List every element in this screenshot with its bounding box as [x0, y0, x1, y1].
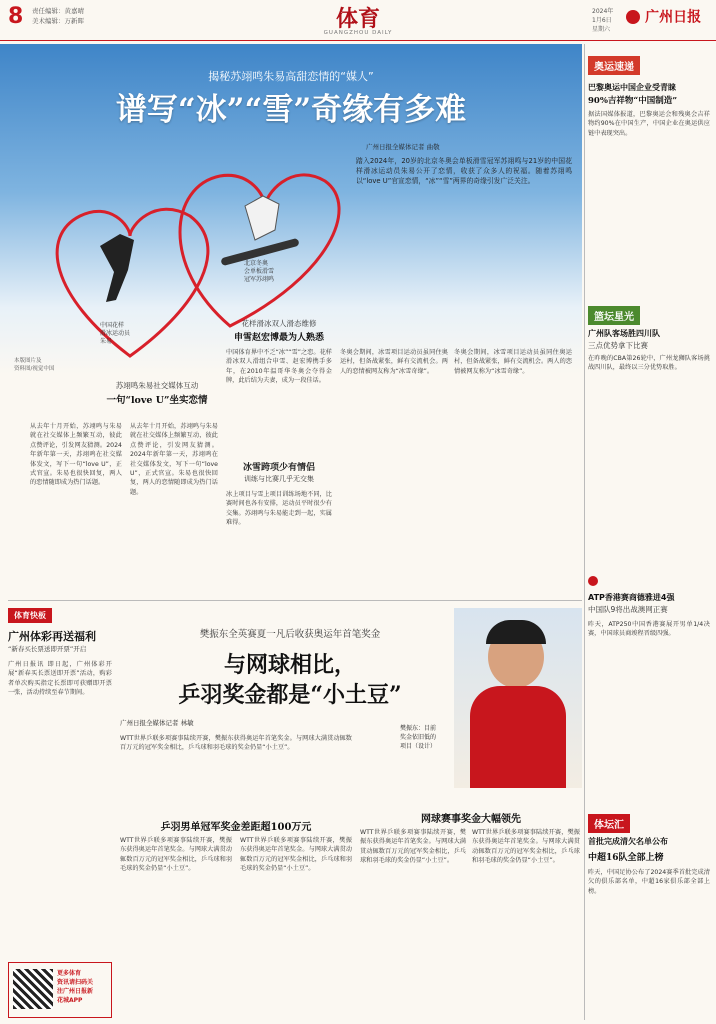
app-promo-text: 更多体育 资讯请扫码关 注广州日报新 花城APP [57, 970, 94, 1004]
story2-sub2: 网球赛事奖金大幅领先 [421, 814, 521, 825]
caption-su-yiming: 北京冬奥 会单板滑雪 冠军苏翊鸣 [244, 260, 275, 283]
caption-zhu-yi: 中国花样 滑冰运动员 朱易 [100, 322, 131, 345]
col2-body2: 冰上项目与雪上项目训练场地不同，比赛时间也各有安排，运动员平时很少有交集。苏翊鸣与朱易能走到一起，实属难得。 [226, 491, 332, 527]
section-subtitle: GUANGZHOU DAILY [323, 30, 393, 36]
page-number: 8 [8, 4, 24, 29]
side2-body: 在昨晚的CBA第26轮中，广州龙狮队客场挑战四川队，最终以三分优势取胜。 [588, 355, 710, 372]
side-tag-olympics: 奥运速递 [588, 56, 640, 75]
section-title: 体育 [335, 6, 380, 32]
paper-name: 广州日报 [645, 9, 702, 26]
skater-figure [100, 234, 134, 302]
side1-title: 巴黎奥运中国企业受青睐 [588, 83, 676, 92]
masthead [0, 0, 716, 42]
side3-title: ATP香港赛商德雅进4强 [588, 593, 675, 602]
athlete-photo [454, 608, 582, 788]
ticker-title: 广州体彩再送福利 [8, 630, 96, 643]
ticker-tag: 体育快板 [8, 608, 52, 623]
col2-title: 花样滑冰双人滑态维修 [241, 319, 317, 328]
issue-weekday: 星期六 [592, 26, 611, 33]
story2-sub1: 乒羽男单冠军奖金差距超100万元 [160, 822, 312, 833]
athlete-shirt [470, 686, 566, 788]
ticker-box [8, 604, 116, 1024]
story2-headline-2: 乒羽奖金都是“小土豆” [178, 682, 402, 708]
side1-body: 据法国媒体报道，巴黎奥运会和残奥会吉祥物约90%在中国生产，中国企业在奥运供应链中表现突出。 [588, 111, 710, 137]
app-qr-box [8, 962, 112, 1018]
col1b-body: 从去年十月开始，苏翊鸣与朱易就在社交媒体上频繁互动，彼此点赞评论，引发网友猜测。2024年新年第一天，苏翊鸣在社交媒体发文，写下一句“love U”，正式官宣。朱易也很快回复，两人的恋情随即成为热门话题。 [130, 423, 218, 496]
col2-title2: 冰雪跨项少有情侣 [242, 463, 315, 473]
story2-body-d: WTT世界乒联多项赛事陆续开赛，樊振东获得奥运年首笔奖金。与网球大满贯动辄数百万元的冠军奖金相比，乒乓球和羽毛球的奖金仍显“小土豆”。 [472, 829, 580, 865]
side4-subtitle: 中超16队全部上榜 [588, 853, 664, 863]
photo-credit: 本版图片及 资料图/视觉中国 [14, 358, 55, 372]
col2-body: 中国体育界中不乏“冰”“雪”之恋。花样滑冰双人滑组合申雪、赵宏博携手多年，在2010年温哥华冬奥会夺得金牌，此后结为夫妻，成为一段佳话。 [226, 349, 332, 385]
paper-logo [626, 6, 712, 28]
story2-body-a: WTT世界乒联多项赛事陆续开赛，樊振东获得奥运年首笔奖金。与网球大满贯动辄数百万元的冠军奖金相比，乒乓球和羽毛球的奖金仍显“小土豆”。 [120, 837, 232, 873]
editor-line-2: 美术编辑：万新晖 [32, 17, 84, 25]
athlete-hair [486, 620, 546, 644]
story2-body-c: WTT世界乒联多项赛事陆续开赛，樊振东获得奥运年首笔奖金。与网球大满贯动辄数百万元的冠军奖金相比，乒乓球和羽毛球的奖金仍显“小土豆”。 [360, 829, 466, 865]
col2-subtitle: 申雪赵宏博最为人熟悉 [233, 333, 324, 343]
side3-icon [588, 576, 598, 586]
story2-kicker: 樊振东全英赛夏一凡后收获奥运年首笔奖金 [199, 629, 381, 640]
issue-date-year: 2024年 [592, 8, 614, 15]
col1-title: 苏翊鸣朱易社交媒体互动 [115, 381, 199, 390]
photo-caption: 樊振东：目前 奖金依旧低的 项目（设计） [400, 725, 437, 750]
ticker-body: 广州日报讯 即日起，广州体彩开展“新春买长票送即开票”活动，购彩者单次购买指定长票即可获赠即开票一张，活动持续至春节期间。 [8, 661, 112, 697]
side4-body: 昨天，中国足协公布了2024赛季首批完成清欠的俱乐部名单，中超16家俱乐部全部上榜。 [588, 869, 710, 895]
story2-body-b: WTT世界乒联多项赛事陆续开赛，樊振东获得奥运年首笔奖金。与网球大满贯动辄数百万元的冠军奖金相比，乒乓球和羽毛球的奖金仍显“小土豆”。 [240, 837, 352, 873]
side4-title: 首批完成清欠名单公布 [588, 837, 668, 846]
sidebar-divider [584, 44, 585, 1020]
side2-title: 广州队客场胜四川队 [588, 329, 660, 338]
feature-story [0, 44, 582, 604]
snowboarder-figure [245, 196, 279, 240]
paper-logo-icon [626, 10, 640, 24]
side2-subtitle: 三点优势拿下比赛 [588, 341, 648, 350]
feature-byline: 广州日报全媒体记者 曲敬 [366, 143, 440, 151]
col2-subtitle2: 训练与比赛几乎无交集 [244, 475, 314, 483]
story2-lead: WTT世界乒联多项赛事陆续开赛，樊振东获得奥运年首笔奖金。与网球大满贯动辄数百万元的冠军奖金相比，乒乓球和羽毛球的奖金仍显“小土豆”。 [120, 735, 352, 752]
prize-story [120, 604, 582, 1024]
side-tag-basketball: 篮坛星光 [588, 306, 640, 325]
side1-subtitle: 90%吉祥物“中国制造” [588, 96, 678, 106]
col1-body: 从去年十月开始，苏翊鸣与朱易就在社交媒体上频繁互动，彼此点赞评论，引发网友猜测。2024年新年第一天，苏翊鸣在社交媒体发文，写下一句“love U”，正式官宣。朱易也很快回复，两人的恋情随即成为热门话题。 [30, 423, 122, 487]
qr-code-icon [13, 969, 53, 1009]
side3-subtitle: 中国队9将出战澳网正赛 [588, 605, 668, 614]
feature-kicker: 揭秘苏翊鸣朱易高甜恋情的“媒人” [208, 70, 374, 83]
masthead-rule [0, 40, 716, 41]
story2-headline-1: 与网球相比， [223, 652, 356, 678]
side-tag-sports-roundup: 体坛汇 [588, 814, 630, 833]
issue-date-day: 1月6日 [592, 17, 612, 24]
story2-byline: 广州日报全媒体记者 林敏 [120, 719, 194, 727]
right-sidebar [588, 44, 712, 1024]
col3-body: 冬奥会期间，冰雪项目运动员虽同住奥运村，但备战紧张，鲜有交流机会。两人的恋情被网友称为“冰雪奇缘”。 [340, 349, 448, 375]
col1-subtitle: 一句“love U”坐实恋情 [106, 395, 208, 406]
feature-lead: 踏入2024年，20岁的北京冬奥会单板滑雪冠军苏翊鸣与21岁的中国花样滑冰运动员朱易公开了恋情，收获了众多人的祝福。随着苏翊鸣以“love U”官宣恋情，“冰”“雪”两界的奇缘引发广泛关注。 [356, 157, 572, 185]
feature-divider [8, 600, 582, 601]
editor-line-1: 责任编辑：黄嘉晴 [32, 7, 84, 15]
feature-headline: 谱写“冰”“雪”奇缘有多难 [115, 92, 467, 128]
ticker-subtitle: “新春买长票送即开票”开启 [8, 645, 87, 653]
col3b-body: 冬奥会期间，冰雪项目运动员虽同住奥运村，但备战紧张，鲜有交流机会。两人的恋情被网友称为“冰雪奇缘”。 [454, 349, 572, 375]
side3-body: 昨天，ATP250中国香港赛展开男单1/4决赛，中国球员商竣程晋级四强。 [588, 621, 710, 638]
